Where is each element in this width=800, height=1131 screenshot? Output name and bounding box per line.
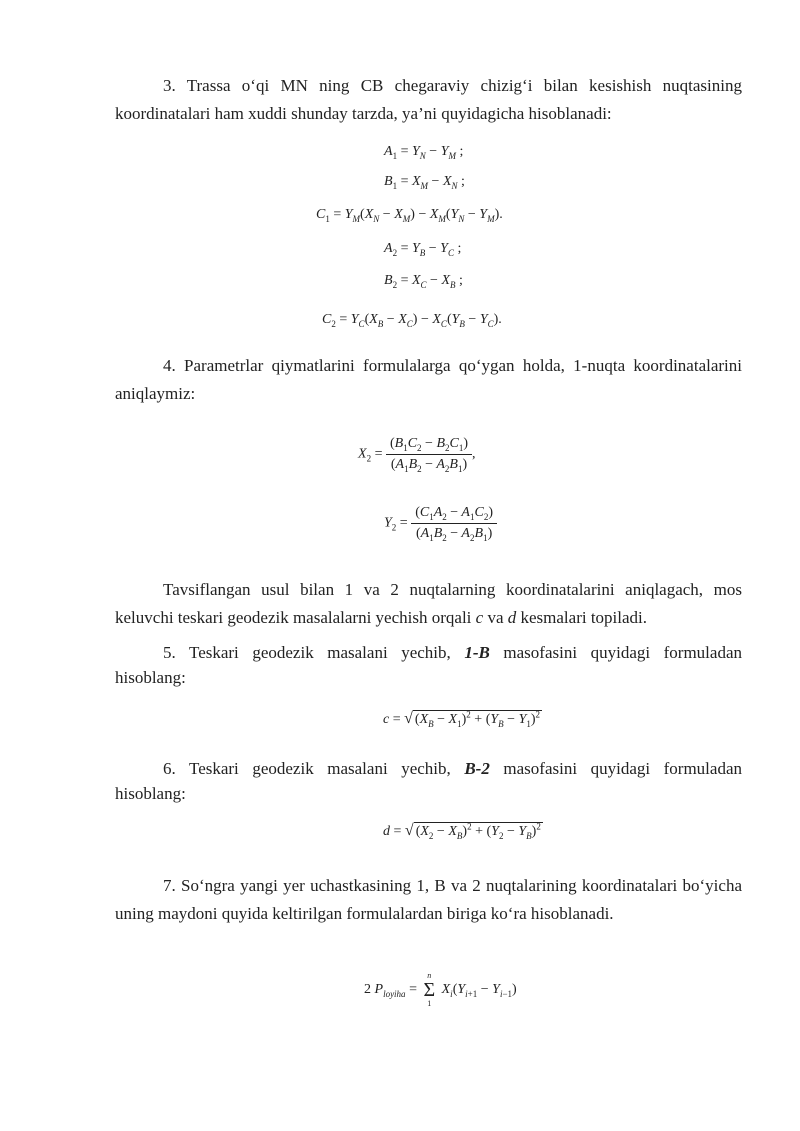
formula-d: d = √ $(X_2 - X_B)^2 + (Y_2 - Y_B)^2$ bbox=[383, 821, 541, 841]
formula-y2: $Y_2$ = $\frac{(C_1A_2 - A_1C_2)}{(A_1B_2 - A_2B_1)}$ bbox=[384, 505, 497, 542]
paragraph-3: 3. Trassa o‘qi MN ning CB chegaraviy chizig‘i bilan kesishish nuqtasining koordinatalari ham xuddi shunday tarzda, ya’ni quyidagicha hisoblanadi: bbox=[115, 76, 742, 123]
formula-x2: $X_2$ = $\frac{(B_1C_2 - B_2C_1)}{(A_1B_2 - A_2B_1)}$ , bbox=[358, 436, 476, 474]
paragraph-tavsif-text-b: kesmalari topiladi. bbox=[516, 608, 648, 627]
formula-c2: $C_2 = Y_C(X_B - X_C) - X_C(Y_B - Y_C)$. bbox=[322, 312, 502, 329]
paragraph-6-text-a: 6. Teskari geodezik masalani yechib, bbox=[163, 759, 465, 778]
paragraph-5 bbox=[115, 640, 742, 690]
paragraph-5-text-a: 5. Teskari geodezik masalani yechib, bbox=[163, 643, 465, 662]
paragraph-7: 7. So‘ngra yangi yer uchastkasining 1, B va 2 nuqtalarining koordinatalari bo‘yicha uning maydoni quyida keltirilgan formulalardan biriga ko‘ra hisoblanadi. bbox=[115, 876, 742, 923]
formula-area: 2 $P_{loyiha}$ = n Σ 1 $X_i(Y_{i+1} - Y_{i-1})$ bbox=[364, 971, 517, 1008]
sum-lower-limit: 1 bbox=[427, 999, 432, 1008]
segment-1-b: 1-B bbox=[464, 643, 490, 662]
formula-b1: $B_1 = X_M - X_N$ ; bbox=[384, 174, 465, 191]
segment-b-2: B-2 bbox=[464, 759, 490, 778]
formula-a2: $A_2 = Y_B - Y_C$ ; bbox=[384, 241, 462, 258]
paragraph-tavsif bbox=[115, 576, 742, 632]
formula-b2: $B_2 = X_C - X_B$ ; bbox=[384, 273, 463, 290]
formula-c1: $C_1 = Y_M(X_N - X_M) - X_M(Y_N - Y_M)$. bbox=[316, 207, 503, 224]
paragraph-6 bbox=[115, 756, 742, 806]
paragraph-tavsif-text-a: Tavsiflangan usul bilan 1 va 2 nuqtalarning koordinatalarini aniqlagach, mos keluvchi teskari geodezik masalalarni yechish orqali bbox=[115, 580, 742, 627]
formula-a1: $A_1 = Y_N - Y_M$ ; bbox=[384, 144, 464, 161]
paragraph-6-text-b: masofasini quyidagi formuladan hisoblang: bbox=[115, 759, 742, 803]
area-subscript: loyiha bbox=[383, 989, 406, 1000]
sum-upper-limit: n bbox=[427, 971, 432, 980]
formula-c: c = √ $(X_B - X_1)^2 + (Y_B - Y_1)^2$ bbox=[383, 709, 541, 729]
paragraph-4: 4. Parametrlar qiymatlarini formulalarga qo‘ygan holda, 1-nuqta koordinatalarini aniqlaymiz: bbox=[115, 356, 742, 403]
segment-c: c bbox=[475, 608, 484, 627]
paragraph-5-text-b: masofasini quyidagi formuladan hisoblang: bbox=[115, 643, 742, 687]
segment-d: d bbox=[507, 608, 517, 627]
paragraph-tavsif-text-va: va bbox=[483, 608, 508, 627]
